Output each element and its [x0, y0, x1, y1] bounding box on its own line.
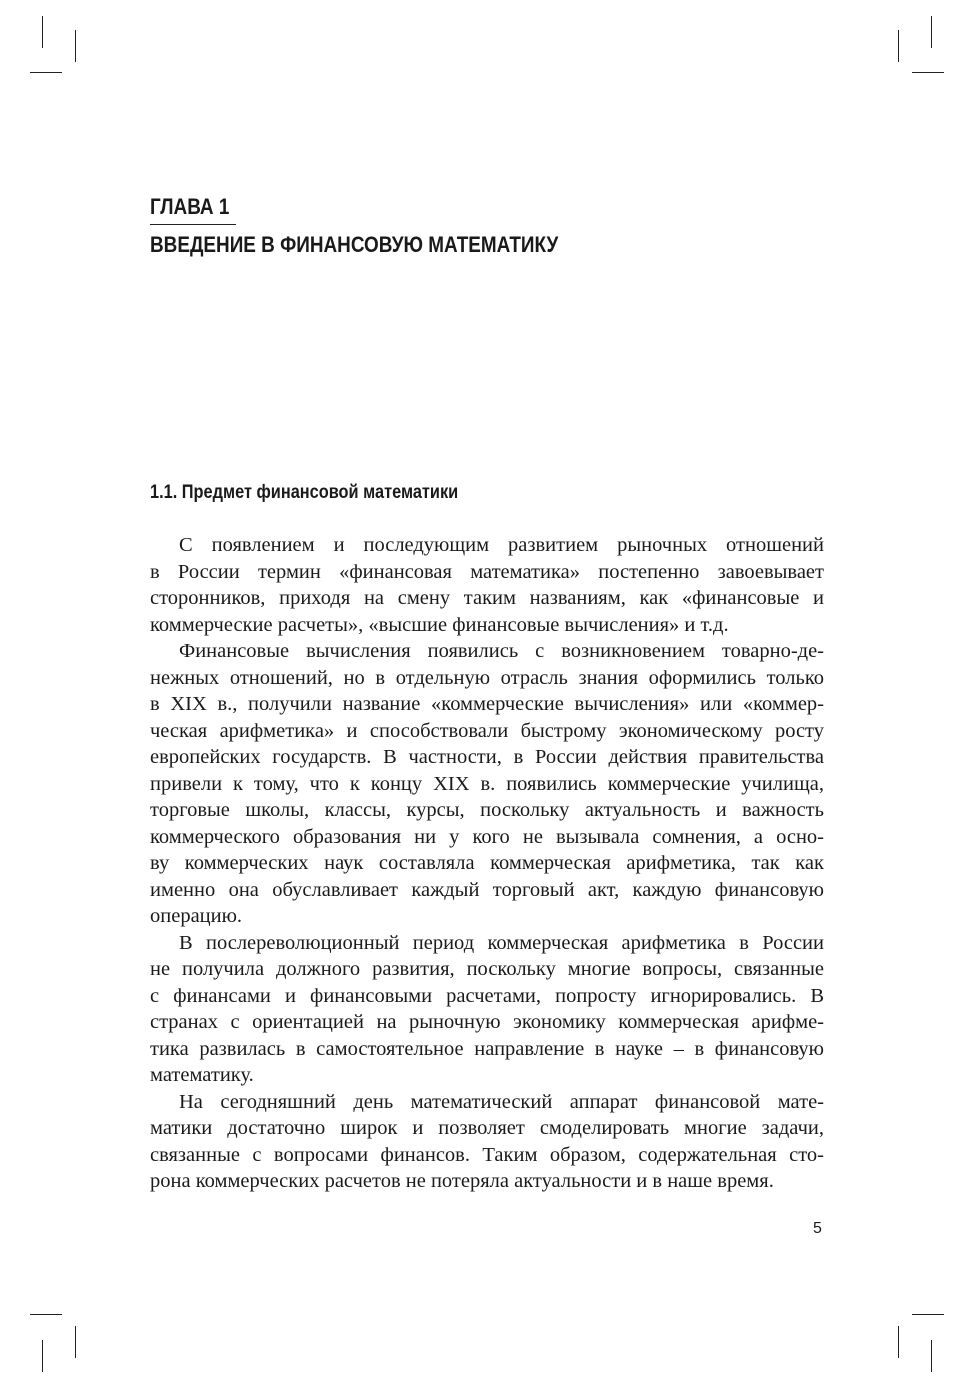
section-title: 1.1. Предмет финансовой математики [150, 482, 459, 503]
text-line: европейских государств. В частности, в России действия правительства [150, 746, 824, 768]
text-line: матики достаточно широк и позволяет смоделировать многие задачи, [150, 1117, 824, 1139]
text-line: нежных отношений, но в отдельную отрасль знания оформились только [150, 666, 824, 689]
text-line: тика развилась в самостоятельное направление в науке – в финансовую [150, 1037, 824, 1060]
crop-mark [42, 16, 43, 48]
crop-mark [912, 72, 944, 73]
paragraph [150, 930, 824, 1089]
text-line: На сегодняшний день математический аппарат финансовой мате- [179, 1090, 824, 1113]
crop-mark [931, 16, 932, 48]
crop-mark [30, 1314, 62, 1315]
crop-mark [30, 72, 62, 73]
text-line: ческая арифметика» и способствовали быстрому экономическому росту [150, 719, 824, 742]
page-number: 5 [813, 1220, 822, 1237]
paragraph [150, 638, 824, 930]
text-line: странах с ориентацией на рыночную экономику коммерческая арифме- [150, 1011, 824, 1033]
paragraph [150, 1089, 824, 1195]
text-line: в XIX в., получили название «коммерческие вычисления» или «коммер- [150, 693, 824, 715]
chapter-rule [150, 224, 236, 225]
text-line: ву коммерческих наук составляла коммерческая арифметика, так как [150, 852, 824, 874]
chapter-label: ГЛАВА 1 [150, 194, 230, 219]
crop-mark [75, 1326, 76, 1358]
text-line: коммерческие расчеты», «высшие финансовые вычисления» и т.д. [150, 613, 729, 636]
text-line: именно она обуславливает каждый торговый акт, каждую финансовую [150, 878, 824, 901]
body-text [150, 532, 824, 1195]
crop-mark [898, 30, 899, 62]
text-line: с финансами и финансовыми расчетами, попросту игнорировались. В [150, 984, 824, 1007]
text-line: коммерческого образования ни у кого не вызывала сомнения, а осно- [150, 825, 824, 848]
crop-mark [75, 30, 76, 62]
text-line: математику. [150, 1064, 254, 1086]
chapter-title: ВВЕДЕНИЕ В ФИНАНСОВУЮ МАТЕМАТИКУ [150, 232, 559, 257]
crop-mark [898, 1326, 899, 1358]
crop-mark [42, 1340, 43, 1372]
text-line: сторонников, приходя на смену таким названиям, как «финансовые и [150, 587, 824, 609]
text-line: не получила должного развития, поскольку многие вопросы, связанные [150, 958, 824, 980]
text-line: В послереволюционный период коммерческая арифметика в России [179, 931, 824, 954]
text-line: торговые школы, классы, курсы, поскольку актуальность и важность [150, 799, 824, 821]
crop-mark [912, 1314, 944, 1315]
crop-mark [931, 1340, 932, 1372]
text-line: привели к тому, что к концу XIX в. появились коммерческие училища, [150, 772, 824, 795]
text-line: рона коммерческих расчетов не потеряла актуальности и в наше время. [150, 1170, 774, 1192]
text-line: операцию. [150, 905, 243, 927]
text-line: связанные с вопросами финансов. Таким образом, содержательная сто- [150, 1143, 824, 1166]
text-line: Финансовые вычисления появились с возникновением товарно-де- [179, 640, 824, 662]
text-line: С появлением и последующим развитием рыночных отношений [179, 534, 824, 556]
paragraph [150, 532, 824, 638]
text-line: в России термин «финансовая математика» постепенно завоевывает [150, 560, 824, 583]
